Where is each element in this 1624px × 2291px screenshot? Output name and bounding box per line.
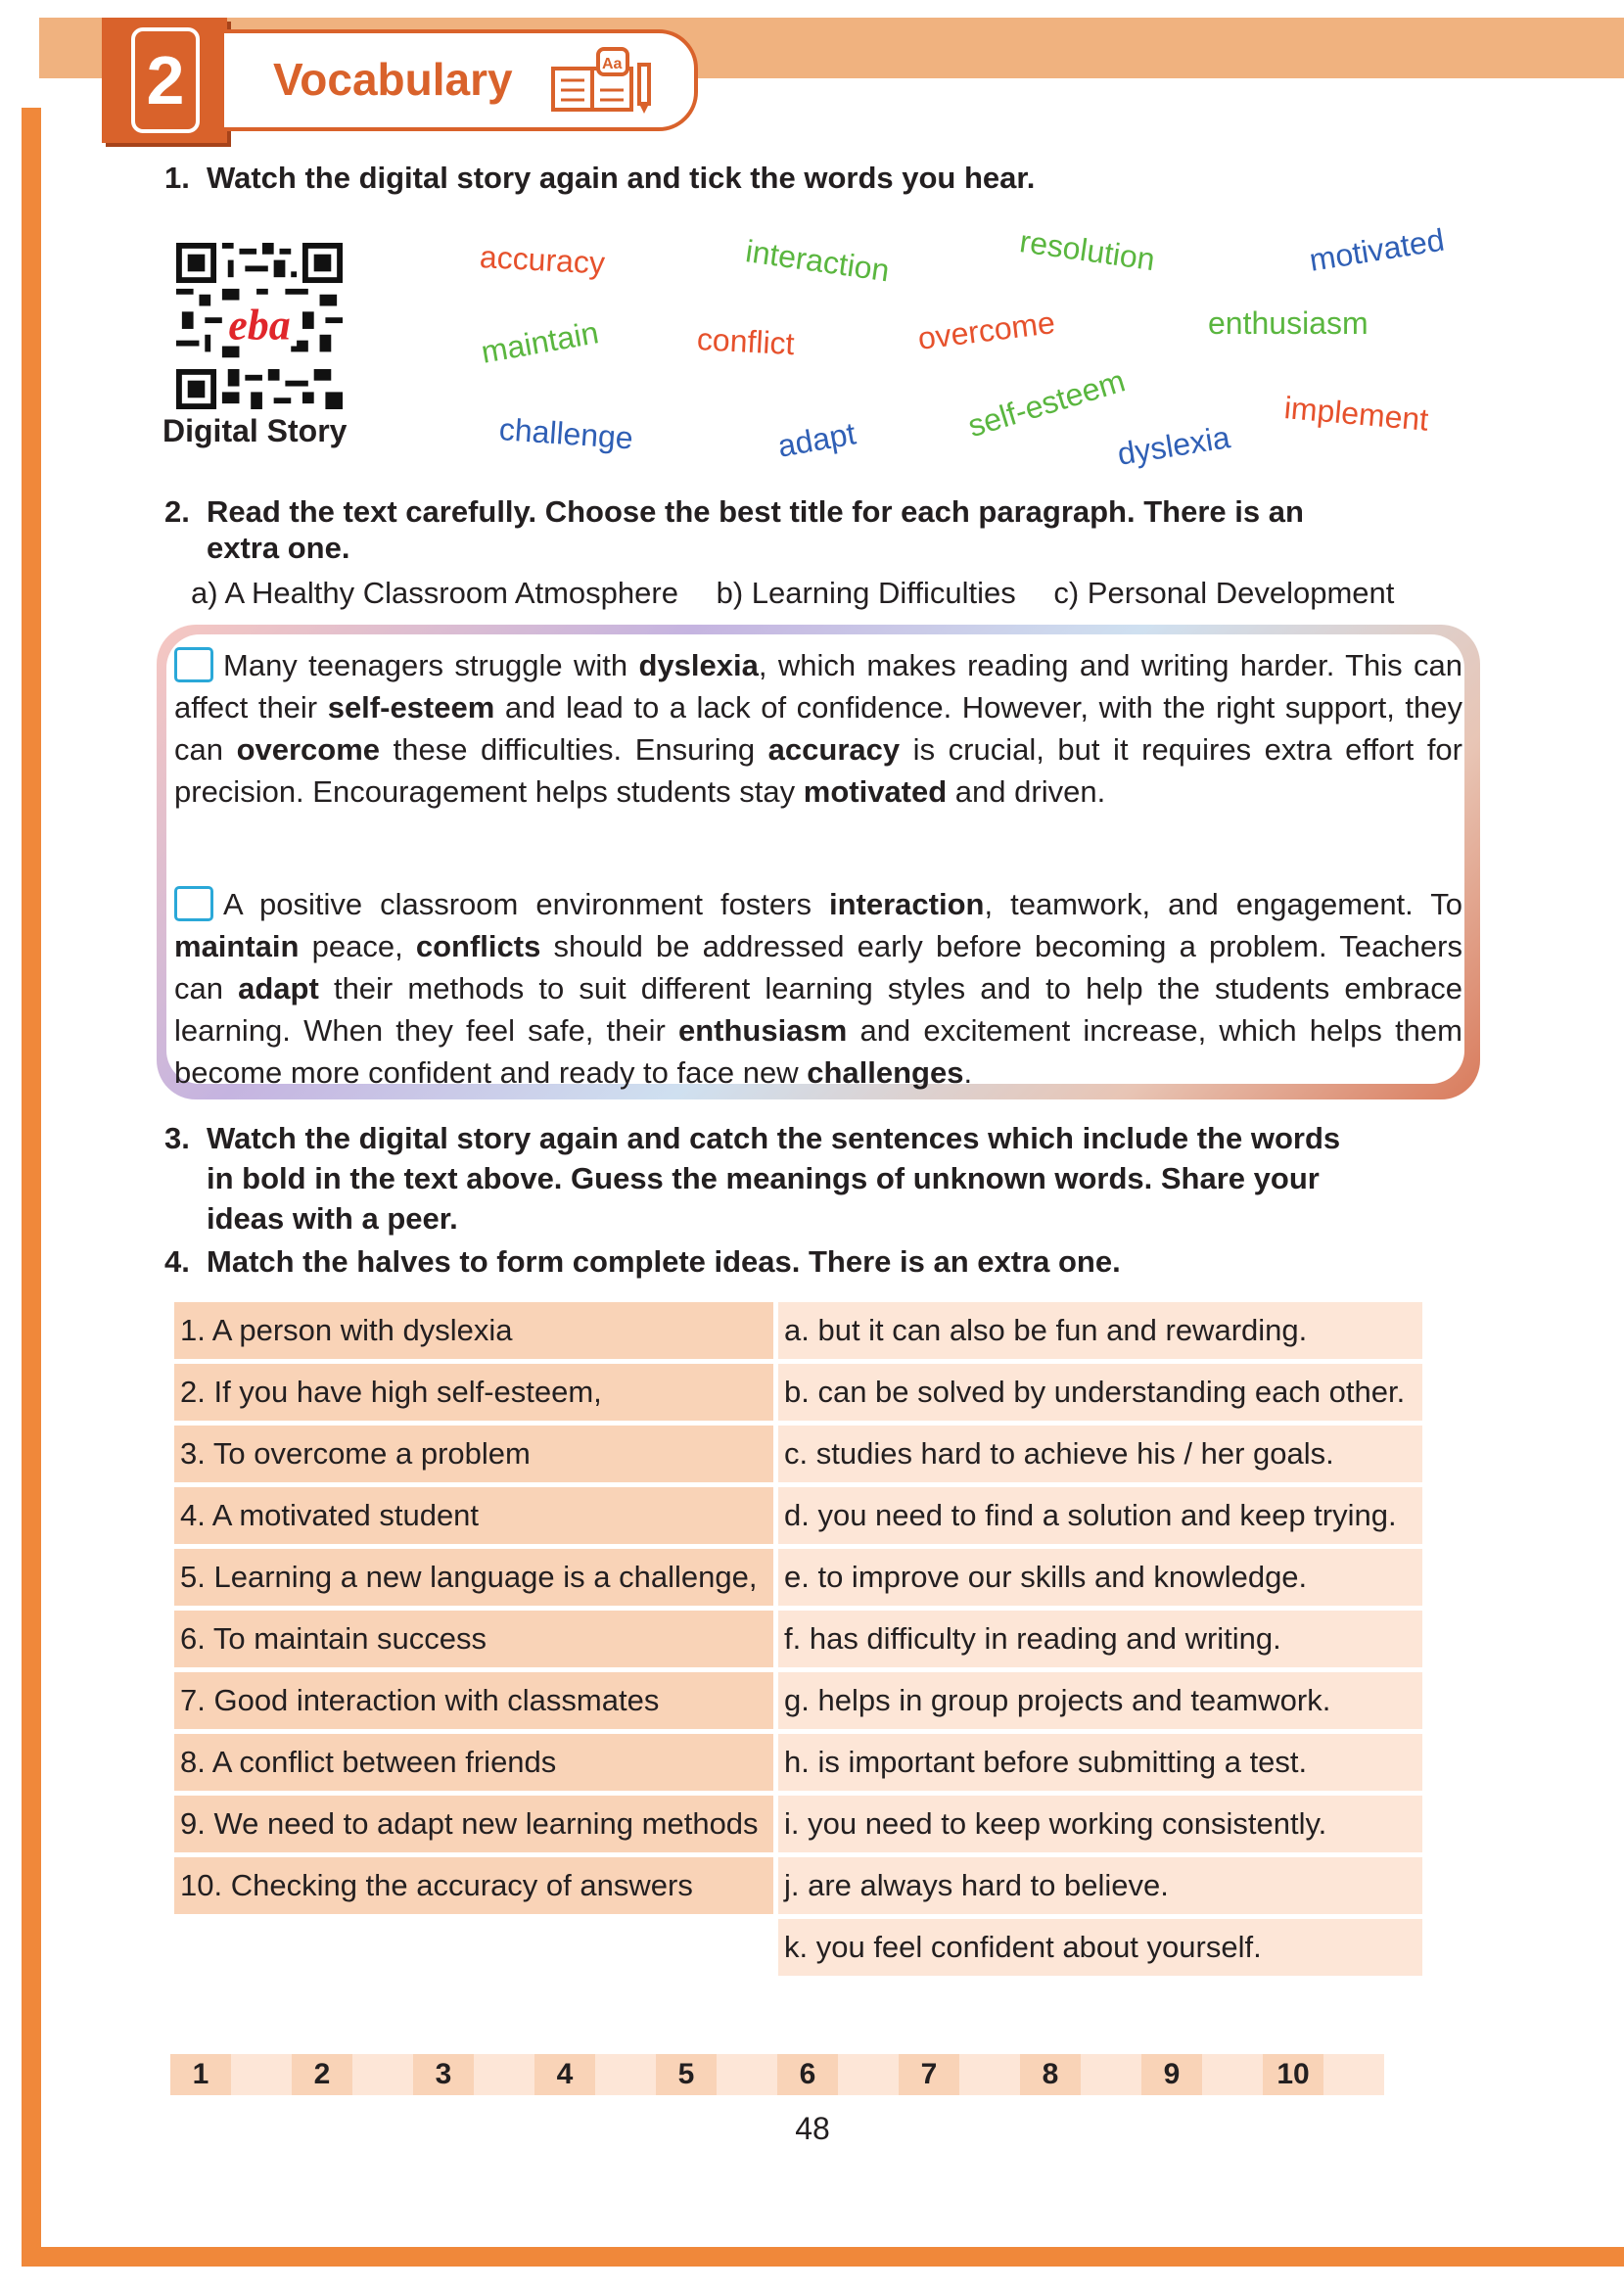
qr-label: Digital Story (162, 413, 348, 448)
word-challenge: challenge (497, 411, 634, 456)
table-row (174, 1302, 1422, 1359)
answer-blank[interactable] (595, 2054, 656, 2095)
left-half: 1. A person with dyslexia (174, 1302, 773, 1359)
word-implement: implement (1282, 390, 1430, 438)
right-half: a. but it can also be fun and rewarding. (778, 1302, 1422, 1359)
answer-blank[interactable] (959, 2054, 1020, 2095)
right-half: k. you feel confident about yourself. (778, 1919, 1422, 1976)
exercise4-text: Match the halves to form complete ideas. There is an extra one. (207, 1244, 1121, 1279)
word-adapt: adapt (774, 415, 858, 464)
exercise3-line1: Watch the digital story again and catch the sentences which include the words (207, 1121, 1341, 1155)
answer-number: 9 (1141, 2054, 1202, 2095)
paragraph-1: Many teenagers struggle with dyslexia, which makes reading and writing harder. This can affect their self-esteem and lead to a lack of confidence. However, with the right support, they can overcome these difficulties. Ensuring accuracy is crucial, but it requires extra effort for precision. Encouragement helps students stay motivated and driven. (174, 648, 1462, 809)
section-title: Vocabulary (273, 54, 513, 105)
word-motivated: motivated (1307, 221, 1447, 278)
word-self-esteem: self-esteem (963, 362, 1130, 444)
table-row (174, 1919, 1422, 1976)
left-half: 2. If you have high self-esteem, (174, 1364, 773, 1421)
qr-code[interactable] (176, 243, 343, 409)
table-row (174, 1857, 1422, 1914)
answer-number: 5 (656, 2054, 717, 2095)
exercise1-number: 1. (164, 161, 190, 195)
word-overcome: overcome (915, 304, 1057, 356)
word-interaction: interaction (743, 233, 892, 289)
table-row (174, 1734, 1422, 1791)
reading-text-box (157, 625, 1480, 1099)
answer-blank[interactable] (352, 2054, 413, 2095)
word-maintain: maintain (478, 314, 602, 370)
book-letters-icon (549, 47, 657, 116)
answer-number: 2 (292, 2054, 352, 2095)
answer-number: 7 (899, 2054, 959, 2095)
right-half: i. you need to keep working consistently. (778, 1796, 1422, 1852)
right-half: h. is important before submitting a test. (778, 1734, 1422, 1791)
exercise3-number: 3. (164, 1121, 190, 1155)
exercise2-number: 2. (164, 494, 190, 529)
answer-blank[interactable] (1323, 2054, 1384, 2095)
left-half: 9. We need to adapt new learning methods (174, 1796, 773, 1852)
answer-grid (170, 2054, 1384, 2095)
right-half: j. are always hard to believe. (778, 1857, 1422, 1914)
answer-blank[interactable] (717, 2054, 777, 2095)
right-half: g. helps in group projects and teamwork. (778, 1672, 1422, 1729)
table-row (174, 1487, 1422, 1544)
word-accuracy: accuracy (479, 239, 606, 281)
exercise2-text-line2: extra one. (207, 531, 350, 565)
left-half: 10. Checking the accuracy of answers (174, 1857, 773, 1914)
left-half: 8. A conflict between friends (174, 1734, 773, 1791)
section-title-box (220, 29, 698, 131)
option-b: b) Learning Difficulties (716, 576, 1016, 610)
word-dyslexia: dyslexia (1115, 419, 1232, 472)
empty-cell (174, 1919, 773, 1976)
qr-logo-text: eba (228, 301, 291, 350)
page-left-border (22, 108, 41, 2267)
option-a: a) A Healthy Classroom Atmosphere (191, 576, 678, 610)
table-row (174, 1426, 1422, 1482)
answer-number: 10 (1263, 2054, 1323, 2095)
paragraph-2: A positive classroom environment fosters interaction, teamwork, and engagement. To maintain peace, conflicts should be addressed early before becoming a problem. Teachers can adapt their methods to suit different learning styles and to help the students embrace learning. When they feel safe, their enthusiasm and excitement increase, which helps them become more confident and ready to face new challenges. (174, 887, 1462, 1090)
page-bottom-border (22, 2247, 1624, 2267)
section-number: 2 (131, 27, 200, 133)
answer-number: 8 (1020, 2054, 1081, 2095)
answer-number: 3 (413, 2054, 474, 2095)
table-row (174, 1364, 1422, 1421)
word-conflict: conflict (696, 321, 796, 362)
paragraph-1-answer-box[interactable] (174, 647, 213, 682)
exercise1-text: Watch the digital story again and tick the words you hear. (207, 161, 1036, 195)
answer-blank[interactable] (474, 2054, 534, 2095)
matching-table (169, 1297, 1427, 1981)
right-half: e. to improve our skills and knowledge. (778, 1549, 1422, 1606)
exercise2-text-line1: Read the text carefully. Choose the best title for each paragraph. There is an (207, 494, 1304, 529)
table-row (174, 1672, 1422, 1729)
right-half: d. you need to find a solution and keep trying. (778, 1487, 1422, 1544)
left-half: 7. Good interaction with classmates (174, 1672, 773, 1729)
answer-number: 6 (777, 2054, 838, 2095)
exercise3-line3: ideas with a peer. (207, 1201, 458, 1236)
section-number-badge (102, 18, 227, 143)
svg-text:Aa: Aa (602, 56, 623, 72)
word-enthusiasm: enthusiasm (1208, 305, 1369, 341)
left-half: 5. Learning a new language is a challenge, (174, 1549, 773, 1606)
table-row (174, 1796, 1422, 1852)
answer-blank[interactable] (1202, 2054, 1263, 2095)
word-resolution: resolution (1017, 223, 1157, 278)
left-half: 3. To overcome a problem (174, 1426, 773, 1482)
answer-number: 1 (170, 2054, 231, 2095)
answer-blank[interactable] (838, 2054, 899, 2095)
table-row (174, 1549, 1422, 1606)
left-half: 4. A motivated student (174, 1487, 773, 1544)
right-half: b. can be solved by understanding each other. (778, 1364, 1422, 1421)
paragraph-2-answer-box[interactable] (174, 886, 213, 921)
answer-blank[interactable] (231, 2054, 292, 2095)
page-number: 48 (795, 2111, 830, 2146)
table-row (174, 1611, 1422, 1667)
right-half: c. studies hard to achieve his / her goals. (778, 1426, 1422, 1482)
left-half: 6. To maintain success (174, 1611, 773, 1667)
right-half: f. has difficulty in reading and writing. (778, 1611, 1422, 1667)
answer-blank[interactable] (1081, 2054, 1141, 2095)
option-c: c) Personal Development (1053, 576, 1395, 610)
title-options (191, 576, 1423, 611)
exercise4-number: 4. (164, 1244, 190, 1279)
answer-number: 4 (534, 2054, 595, 2095)
exercise3-line2: in bold in the text above. Guess the meanings of unknown words. Share your (207, 1161, 1320, 1195)
